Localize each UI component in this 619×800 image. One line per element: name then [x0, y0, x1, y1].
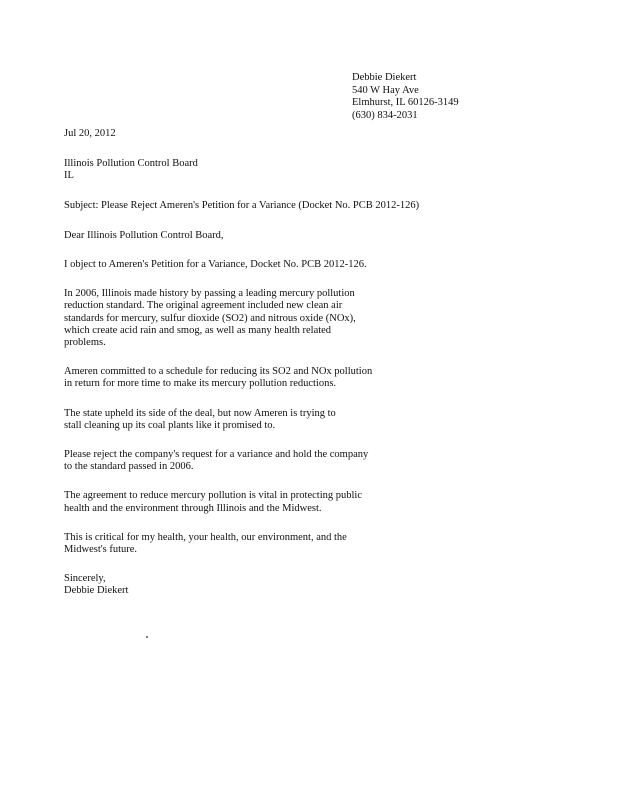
closing: Sincerely,	[64, 573, 106, 585]
letter-body	[64, 128, 420, 598]
recipient-state: IL	[64, 170, 74, 182]
paragraph-line: This is critical for my health, your health, our environment, and the	[64, 531, 347, 543]
salutation: Dear Illinois Pollution Control Board,	[64, 229, 224, 241]
letter-date: Jul 20, 2012	[64, 128, 116, 139]
paragraph	[64, 449, 394, 473]
paragraph-line: problems.	[64, 337, 106, 349]
sender-street: 540 W Hay Ave	[352, 84, 419, 96]
paragraph-line: stall cleaning up its coal plants like it promised to.	[64, 419, 276, 431]
sender-phone: (630) 834-2031	[352, 109, 418, 121]
paragraph-line: health and the environment through Illinois and the Midwest.	[64, 502, 322, 514]
paragraph	[64, 532, 394, 556]
paragraph-line: The state upheld its side of the deal, but now Ameren is trying to	[64, 407, 336, 419]
paragraph-line: Midwest's future.	[64, 544, 138, 556]
paragraph	[64, 490, 394, 514]
scan-speck	[146, 636, 148, 638]
paragraph-line: reduction standard. The original agreement included new clean air	[64, 300, 343, 312]
subject-line: Subject: Please Reject Ameren's Petition for a Variance (Docket No. PCB 2012-126)	[64, 199, 420, 211]
paragraph-line: to the standard passed in 2006.	[64, 461, 194, 473]
paragraph-line: in return for more time to make its mercury pollution reductions.	[64, 378, 337, 390]
paragraph-line: In 2006, Illinois made history by passing a leading mercury pollution	[64, 288, 355, 300]
paragraph-line: standards for mercury, sulfur dioxide (SO2) and nitrous oxide (NOx),	[64, 312, 356, 324]
paragraph-line: Ameren committed to a schedule for reducing its SO2 and NOx pollution	[64, 366, 373, 378]
recipient-name: Illinois Pollution Control Board	[64, 158, 198, 170]
paragraph	[64, 408, 394, 432]
sender-address-block	[352, 72, 459, 122]
paragraph	[64, 288, 394, 349]
sender-name: Debbie Diekert	[352, 72, 417, 83]
paragraph-line: The agreement to reduce mercury pollution is vital in protecting public	[64, 490, 362, 502]
paragraph-line: Please reject the company's request for a variance and hold the company	[64, 449, 369, 461]
paragraph	[64, 259, 394, 271]
sender-city: Elmhurst, IL 60126-3149	[352, 97, 459, 108]
paragraph-line: which create acid rain and smog, as well as many health related	[64, 324, 332, 336]
paragraph-line: I object to Ameren's Petition for a Variance, Docket No. PCB 2012-126.	[64, 259, 367, 271]
paragraph	[64, 366, 394, 390]
signature-name: Debbie Diekert	[64, 585, 129, 597]
